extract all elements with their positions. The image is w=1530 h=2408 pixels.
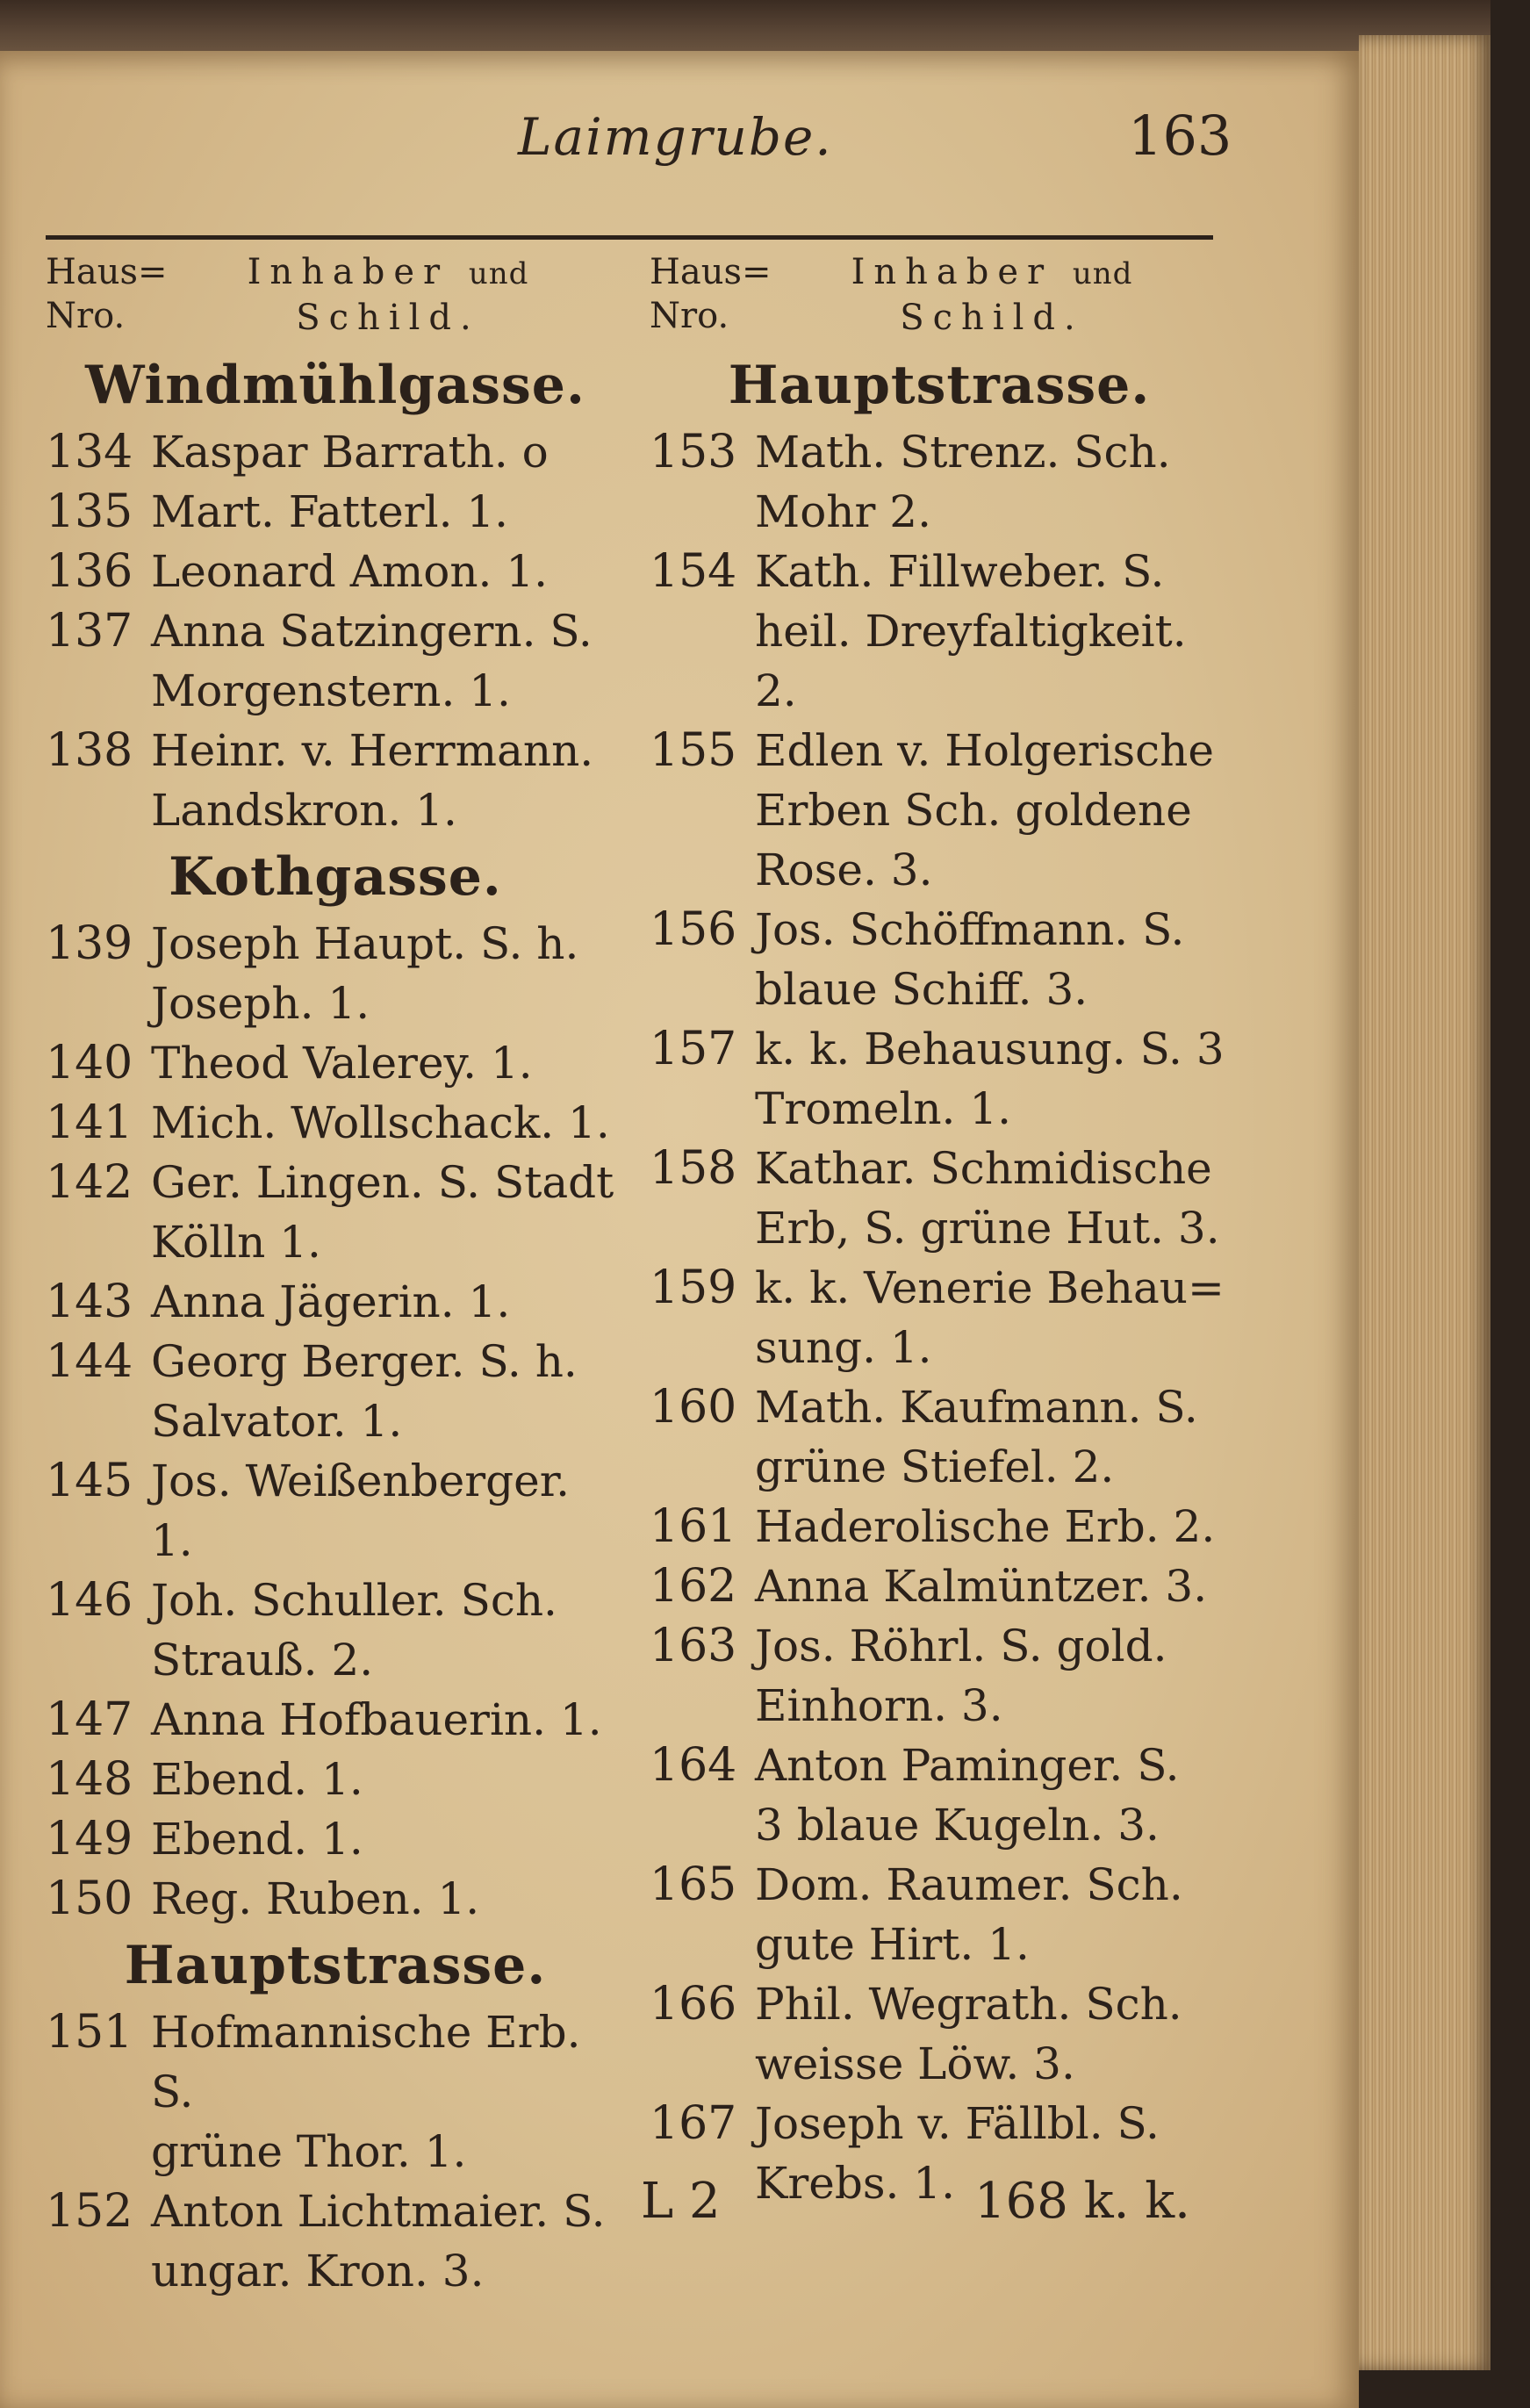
house-number bbox=[650, 482, 755, 542]
house-number bbox=[650, 1198, 755, 1258]
catchword: 168 k. k. bbox=[974, 2173, 1190, 2230]
house-entry bbox=[650, 1258, 1229, 1318]
house-number bbox=[650, 1676, 755, 1736]
owner-and-sign: Math. Kaufmann. S. bbox=[755, 1382, 1198, 1433]
owner-and-sign: gute Hirt. 1. bbox=[755, 1919, 1030, 1970]
owner-and-sign: Georg Berger. S. h. bbox=[151, 1336, 578, 1387]
house-entry bbox=[650, 780, 1229, 840]
house-entry bbox=[46, 1212, 625, 1272]
column-header-title: Inhaber und Schild. bbox=[851, 252, 1133, 338]
house-entry bbox=[46, 1033, 625, 1093]
owner-and-sign: Kath. Fillweber. S. bbox=[755, 546, 1165, 597]
owner-and-sign: Anton Paminger. S. bbox=[755, 1740, 1180, 1791]
house-entry bbox=[650, 1616, 1229, 1676]
house-number bbox=[650, 840, 755, 900]
owner-and-sign: weisse Löw. 3. bbox=[755, 2038, 1075, 2089]
owner-and-sign: ungar. Kron. 3. bbox=[151, 2246, 485, 2297]
house-entry bbox=[46, 661, 625, 721]
house-entry bbox=[46, 1153, 625, 1212]
owner-and-sign: Ebend. 1. bbox=[151, 1754, 363, 1805]
house-entry bbox=[650, 1437, 1229, 1497]
owner-and-sign: Strauß. 2. bbox=[151, 1635, 374, 1686]
house-entry bbox=[46, 1809, 625, 1869]
owner-and-sign: Mart. Fatterl. 1. bbox=[151, 486, 509, 537]
running-head: Laimgrube. bbox=[518, 107, 833, 167]
column-header-haus: Haus= Nro. bbox=[650, 252, 772, 336]
house-entry bbox=[650, 1974, 1229, 2034]
house-entry bbox=[650, 1019, 1229, 1079]
house-entry bbox=[650, 1855, 1229, 1915]
owner-and-sign: Anton Lichtmaier. S. bbox=[151, 2186, 606, 2237]
house-entry bbox=[46, 2122, 625, 2182]
house-number: 165 bbox=[650, 1858, 737, 1911]
owner-and-sign: Joseph v. Fällbl. S. bbox=[755, 2098, 1160, 2149]
house-number: 138 bbox=[46, 724, 133, 777]
house-number bbox=[46, 661, 151, 721]
house-entry bbox=[650, 542, 1229, 601]
house-entry bbox=[650, 1915, 1229, 1974]
owner-and-sign: Salvator. 1. bbox=[151, 1396, 403, 1447]
house-entry bbox=[650, 1079, 1229, 1139]
owner-and-sign: heil. Dreyfaltigkeit. 2. bbox=[755, 606, 1187, 716]
house-number: 151 bbox=[46, 2006, 133, 2059]
house-entry bbox=[650, 1556, 1229, 1616]
house-entry bbox=[650, 1198, 1229, 1258]
owner-and-sign: Tromeln. 1. bbox=[755, 1083, 1012, 1134]
owner-and-sign: Joseph. 1. bbox=[151, 978, 370, 1029]
book-binding-top bbox=[0, 0, 1530, 54]
house-entry bbox=[650, 960, 1229, 1019]
owner-and-sign: Mohr 2. bbox=[755, 486, 932, 537]
right-column bbox=[650, 250, 1229, 2213]
owner-and-sign: Theod Valerey. 1. bbox=[151, 1038, 533, 1089]
house-number bbox=[650, 780, 755, 840]
house-entry bbox=[46, 2241, 625, 2301]
section-heading: Windmühlgasse. bbox=[85, 355, 585, 416]
owner-and-sign: k. k. Venerie Behau= bbox=[755, 1262, 1225, 1313]
house-number: 167 bbox=[650, 2097, 737, 2150]
owner-and-sign: blaue Schiff. 3. bbox=[755, 964, 1088, 1015]
owner-and-sign: Dom. Raumer. Sch. bbox=[755, 1859, 1183, 1910]
house-number: 164 bbox=[650, 1739, 737, 1792]
owner-and-sign: Rose. 3. bbox=[755, 845, 933, 895]
house-entry bbox=[46, 601, 625, 661]
owner-and-sign: Krebs. 1. bbox=[755, 2158, 956, 2209]
house-entry bbox=[46, 780, 625, 840]
owner-and-sign: 3 blaue Kugeln. 3. bbox=[755, 1800, 1160, 1851]
house-entry bbox=[650, 482, 1229, 542]
owner-and-sign: Einhorn. 3. bbox=[755, 1680, 1003, 1731]
house-number: 150 bbox=[46, 1872, 133, 1925]
house-entry bbox=[46, 914, 625, 974]
owner-and-sign: Erben Sch. goldene bbox=[755, 785, 1192, 836]
house-entry bbox=[46, 1391, 625, 1451]
owner-and-sign: Phil. Wegrath. Sch. bbox=[755, 1979, 1182, 2030]
section-heading: Hauptstrasse. bbox=[728, 355, 1151, 416]
house-number: 158 bbox=[650, 1142, 737, 1195]
house-entry bbox=[650, 1139, 1229, 1198]
page-edges bbox=[1359, 35, 1490, 2370]
house-entry bbox=[46, 1093, 625, 1153]
owner-and-sign: Anna Kalmüntzer. 3. bbox=[755, 1561, 1208, 1612]
owner-and-sign: Mich. Wollschack. 1. bbox=[151, 1097, 610, 1148]
house-number: 146 bbox=[46, 1574, 133, 1627]
section-heading: Hauptstrasse. bbox=[124, 1935, 547, 1996]
house-number: 153 bbox=[650, 426, 737, 478]
house-number: 157 bbox=[650, 1023, 737, 1075]
house-entry bbox=[650, 1736, 1229, 1795]
owner-and-sign: Anna Jägerin. 1. bbox=[151, 1276, 511, 1327]
owner-and-sign: Leonard Amon. 1. bbox=[151, 546, 549, 597]
header-rule bbox=[46, 235, 1213, 240]
house-entry bbox=[46, 542, 625, 601]
owner-and-sign: Jos. Schöffmann. S. bbox=[755, 904, 1185, 955]
owner-and-sign: Anna Satzingern. S. bbox=[151, 606, 593, 657]
owner-and-sign: Hofmannische Erb. S. bbox=[151, 2007, 581, 2117]
house-number: 166 bbox=[650, 1978, 737, 2031]
house-entry bbox=[46, 1451, 625, 1571]
house-entry bbox=[650, 422, 1229, 482]
left-column bbox=[46, 250, 625, 2301]
house-number: 140 bbox=[46, 1037, 133, 1089]
house-number bbox=[650, 1318, 755, 1377]
owner-and-sign: Erb, S. grüne Hut. 3. bbox=[755, 1203, 1220, 1254]
page-number: 163 bbox=[1128, 104, 1232, 168]
house-entry bbox=[650, 1497, 1229, 1556]
house-number bbox=[46, 1212, 151, 1272]
house-entry bbox=[650, 2094, 1229, 2153]
house-number: 144 bbox=[46, 1335, 133, 1388]
house-entry bbox=[650, 900, 1229, 960]
house-entry bbox=[46, 422, 625, 482]
house-entry bbox=[46, 1571, 625, 1630]
house-number: 163 bbox=[650, 1620, 737, 1672]
house-number: 156 bbox=[650, 903, 737, 956]
house-entry bbox=[46, 1272, 625, 1332]
owner-and-sign: Reg. Ruben. 1. bbox=[151, 1873, 480, 1924]
signature-mark: L 2 bbox=[641, 2173, 721, 2230]
house-entry bbox=[46, 1869, 625, 1929]
owner-and-sign: Haderolische Erb. 2. bbox=[755, 1501, 1216, 1552]
column-header-title: Inhaber und Schild. bbox=[247, 252, 529, 338]
column-header bbox=[46, 250, 625, 349]
house-number bbox=[650, 1795, 755, 1855]
house-number: 148 bbox=[46, 1753, 133, 1806]
house-entry bbox=[46, 721, 625, 780]
owner-and-sign: Anna Hofbauerin. 1. bbox=[151, 1694, 602, 1745]
owner-and-sign: Edlen v. Holgerische bbox=[755, 725, 1214, 776]
house-entry bbox=[46, 2002, 625, 2122]
house-number bbox=[650, 2034, 755, 2094]
column-header-haus: Haus= Nro. bbox=[46, 252, 168, 336]
house-number: 154 bbox=[650, 545, 737, 598]
book-binding-right bbox=[1490, 0, 1530, 2408]
house-number bbox=[650, 960, 755, 1019]
house-number bbox=[650, 1915, 755, 1974]
house-number: 145 bbox=[46, 1455, 133, 1507]
owner-and-sign: Morgenstern. 1. bbox=[151, 665, 511, 716]
house-number: 139 bbox=[46, 917, 133, 970]
owner-and-sign: Jos. Röhrl. S. gold. bbox=[755, 1621, 1167, 1671]
house-entry bbox=[46, 974, 625, 1033]
section-heading: Kothgasse. bbox=[169, 846, 502, 908]
house-entry bbox=[46, 1690, 625, 1750]
house-entry bbox=[46, 1332, 625, 1391]
owner-and-sign: Joseph Haupt. S. h. bbox=[151, 918, 579, 969]
house-number bbox=[46, 2122, 151, 2182]
house-number bbox=[650, 601, 755, 721]
house-entry bbox=[46, 1750, 625, 1809]
owner-and-sign: Kathar. Schmidische bbox=[755, 1143, 1212, 1194]
left-entries bbox=[46, 349, 625, 2301]
house-number bbox=[46, 1391, 151, 1451]
house-number bbox=[46, 1630, 151, 1690]
owner-and-sign: Kölln 1. bbox=[151, 1217, 321, 1268]
house-number: 161 bbox=[650, 1500, 737, 1553]
owner-and-sign: grüne Stiefel. 2. bbox=[755, 1441, 1115, 1492]
owner-and-sign: Math. Strenz. Sch. bbox=[755, 427, 1171, 478]
house-number: 162 bbox=[650, 1560, 737, 1613]
column-header bbox=[650, 250, 1229, 349]
house-entry bbox=[46, 482, 625, 542]
house-entry bbox=[650, 2034, 1229, 2094]
house-number bbox=[46, 2241, 151, 2301]
right-entries bbox=[650, 349, 1229, 2213]
house-number: 152 bbox=[46, 2185, 133, 2238]
owner-and-sign: k. k. Behausung. S. 3 bbox=[755, 1024, 1225, 1075]
owner-and-sign: Heinr. v. Herrmann. bbox=[151, 725, 594, 776]
owner-and-sign: Joh. Schuller. Sch. bbox=[151, 1575, 557, 1626]
owner-and-sign: Ebend. 1. bbox=[151, 1814, 363, 1865]
owner-and-sign: grüne Thor. 1. bbox=[151, 2126, 467, 2177]
house-number bbox=[46, 974, 151, 1033]
house-number: 142 bbox=[46, 1156, 133, 1209]
house-number: 141 bbox=[46, 1096, 133, 1149]
house-number: 149 bbox=[46, 1813, 133, 1865]
house-entry bbox=[650, 1377, 1229, 1437]
house-number: 159 bbox=[650, 1262, 737, 1314]
house-number: 134 bbox=[46, 426, 133, 478]
owner-and-sign: Kaspar Barrath. o bbox=[151, 427, 549, 478]
house-entry bbox=[650, 601, 1229, 721]
house-number: 147 bbox=[46, 1693, 133, 1746]
house-number bbox=[650, 1079, 755, 1139]
house-number bbox=[650, 1437, 755, 1497]
house-number: 160 bbox=[650, 1381, 737, 1434]
house-entry bbox=[650, 721, 1229, 780]
house-number: 137 bbox=[46, 605, 133, 658]
house-entry bbox=[650, 1318, 1229, 1377]
owner-and-sign: Jos. Weißenberger. 1. bbox=[151, 1456, 571, 1566]
owner-and-sign: Landskron. 1. bbox=[151, 785, 457, 836]
house-number: 135 bbox=[46, 485, 133, 538]
house-number: 136 bbox=[46, 545, 133, 598]
house-entry bbox=[650, 840, 1229, 900]
house-number: 143 bbox=[46, 1276, 133, 1328]
owner-and-sign: sung. 1. bbox=[755, 1322, 932, 1373]
house-entry bbox=[650, 1676, 1229, 1736]
house-entry bbox=[650, 1795, 1229, 1855]
house-number: 155 bbox=[650, 724, 737, 777]
house-entry bbox=[46, 2182, 625, 2241]
house-number bbox=[46, 780, 151, 840]
house-entry bbox=[46, 1630, 625, 1690]
owner-and-sign: Ger. Lingen. S. Stadt bbox=[151, 1157, 614, 1208]
